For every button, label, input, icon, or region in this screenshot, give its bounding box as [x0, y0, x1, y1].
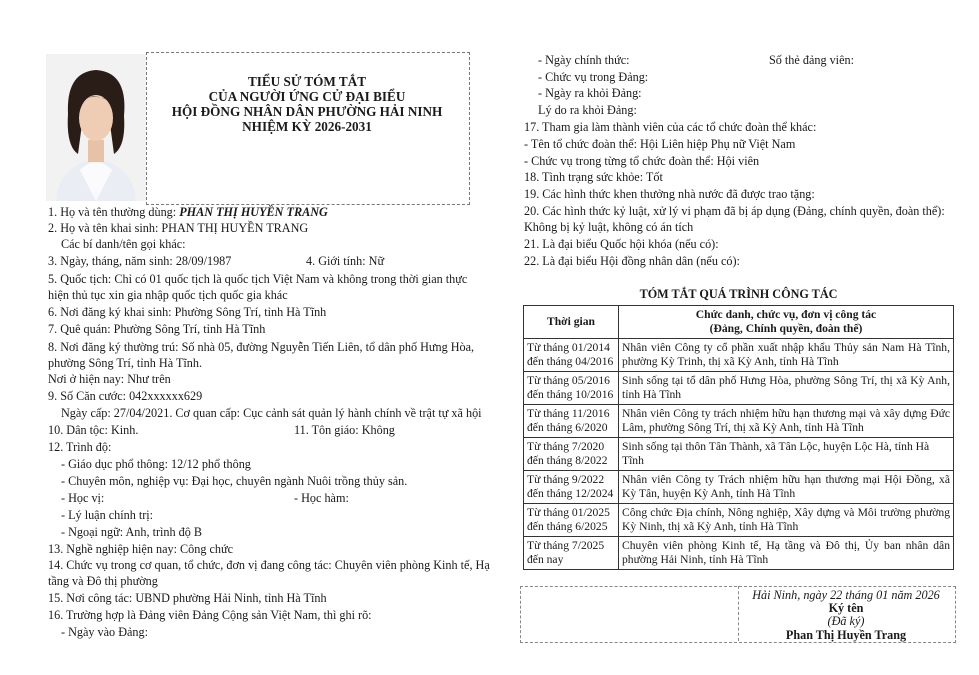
- field-occupation: 13. Nghề nghiệp hiện nay: Công chức: [48, 542, 233, 556]
- field-permanent-address: 8. Nơi đăng ký thường trú: Số nhà 05, đường Nguyễn Tiến Liên, tổ dân phố Hưng Hòa,: [48, 340, 475, 354]
- time-to: đến tháng 04/2016: [527, 355, 614, 368]
- col-time-header: Thời gian: [524, 306, 619, 339]
- field-alias: Các bí danh/tên gọi khác:: [61, 237, 186, 251]
- table-row: [524, 339, 954, 372]
- time-from: Từ tháng 05/2016: [527, 374, 610, 387]
- time-from: Từ tháng 01/2014: [527, 341, 610, 354]
- field-id-number: 9. Số Căn cước: 042xxxxxx629: [48, 389, 203, 403]
- table-row: [524, 372, 954, 405]
- position-cell: Nhân viên Công ty cổ phần xuất nhập khẩu Thủy sản Nam Hà Tĩnh, phường Kỳ Trinh, thị xã Kỳ Anh, tỉnh Hà Tĩnh: [619, 339, 954, 372]
- field-discipline: 20. Các hình thức kỷ luật, xử lý vi phạm đã bị áp dụng (Đảng, chính quyền, đoàn thể):: [524, 204, 945, 218]
- position-cell: Nhân viên Công ty trách nhiệm hữu hạn thương mại và xây dựng Đức Lâm, phường Sông Trí, thị xã Kỳ Anh, tỉnh Hà Tĩnh: [619, 405, 954, 438]
- field-party-leave-reason: Lý do ra khỏi Đảng:: [538, 103, 637, 117]
- field-degree: - Học vị:: [61, 491, 105, 505]
- table-row: [524, 438, 954, 471]
- field-party-card: Số thẻ đảng viên:: [769, 53, 854, 67]
- table-row: [524, 504, 954, 537]
- time-to: đến tháng 8/2022: [527, 454, 608, 467]
- field-national-assembly: 21. Là đại biểu Quốc hội khóa (nếu có):: [524, 237, 719, 251]
- time-from: Từ tháng 7/2020: [527, 440, 605, 453]
- position-cell: Nhân viên Công ty Trách nhiệm hữu hạn thương mại Hội Đồng, xã Kỳ Tân, huyện Kỳ Anh, tỉnh Hà Tĩnh: [619, 471, 954, 504]
- field-specialization: - Chuyên môn, nghiệp vụ: Đại học, chuyên ngành Nuôi trồng thủy sản.: [61, 474, 408, 488]
- field-dob: 3. Ngày, tháng, năm sinh: 28/09/1987: [48, 254, 232, 268]
- field-academic-title: - Học hàm:: [294, 491, 349, 505]
- doc-title-2: CỦA NGƯỜI ỨNG CỬ ĐẠI BIỂU: [208, 89, 406, 104]
- field-organization-role: - Chức vụ trong từng tổ chức đoàn thể: Hội viên: [524, 154, 760, 168]
- time-cell: [524, 537, 619, 570]
- field-label: 1. Họ và tên thường dùng:: [48, 205, 180, 219]
- position-cell: Sinh sống tại tổ dân phố Hưng Hòa, phường Sông Trí, thị xã Kỳ Anh, tỉnh Hà Tĩnh: [619, 372, 954, 405]
- field-gender: 4. Giới tính: Nữ: [306, 254, 385, 268]
- field-education: 12. Trình độ:: [48, 440, 112, 454]
- col-position-line2: (Đảng, Chính quyền, đoàn thể): [709, 322, 863, 335]
- signature-label: Ký tên: [828, 601, 864, 615]
- table-header-row: [524, 306, 954, 339]
- field-birth-name: 2. Họ và tên khai sinh: PHAN THỊ HUYỀN TRANG: [48, 221, 309, 235]
- field-party-position: - Chức vụ trong Đảng:: [538, 70, 649, 84]
- field-political-theory: - Lý luận chính trị:: [61, 508, 154, 522]
- table-row: [524, 471, 954, 504]
- field-ethnicity: 10. Dân tộc: Kinh.: [48, 423, 139, 437]
- time-cell: [524, 438, 619, 471]
- field-hometown: 7. Quê quán: Phường Sông Trí, tỉnh Hà Tĩnh: [48, 322, 266, 336]
- field-party-official-date: - Ngày chính thức:: [538, 53, 630, 67]
- time-from: Từ tháng 11/2016: [527, 407, 610, 420]
- field-current-address: Nơi ở hiện nay: Như trên: [48, 372, 171, 386]
- table-row: [524, 405, 954, 438]
- work-history-table: [523, 305, 954, 570]
- signer-name: Phan Thị Huyền Trang: [785, 628, 907, 642]
- field-permanent-address-cont: phường Sông Trí, tỉnh Hà Tĩnh.: [48, 356, 203, 370]
- field-religion: 11. Tôn giáo: Không: [294, 423, 395, 437]
- time-to: đến tháng 10/2016: [527, 388, 614, 401]
- time-to: đến tháng 6/2020: [527, 421, 608, 434]
- field-organizations: 17. Tham gia làm thành viên của các tổ chức đoàn thể khác:: [524, 120, 817, 134]
- field-foreign-language: - Ngoại ngữ: Anh, trình độ B: [61, 525, 203, 539]
- work-history-heading: TÓM TẮT QUÁ TRÌNH CÔNG TÁC: [639, 287, 838, 301]
- signature-note: (Đã ký): [827, 614, 865, 628]
- field-general-education: - Giáo dục phổ thông: 12/12 phổ thông: [61, 457, 251, 471]
- candidate-name: PHAN THỊ HUYỀN TRANG: [179, 205, 328, 219]
- col-position-line1: Chức danh, chức vụ, đơn vị công tác: [695, 308, 877, 321]
- table-row: [524, 537, 954, 570]
- doc-title-3: HỘI ĐỒNG NHÂN DÂN PHƯỜNG HẢI NINH: [171, 104, 443, 119]
- field-position: 14. Chức vụ trong cơ quan, tổ chức, đơn vị đang công tác: Chuyên viên phòng Kinh tế, Hạ: [48, 558, 490, 572]
- position-cell: Chuyên viên phòng Kinh tế, Hạ tầng và Đô thị, Ủy ban nhân dân phường Hải Ninh, tỉnh Hà Tĩnh: [619, 537, 954, 570]
- doc-title-1: TIỂU SỬ TÓM TẮT: [247, 74, 367, 89]
- field-party-leave-date: - Ngày ra khỏi Đảng:: [538, 86, 642, 100]
- time-cell: [524, 504, 619, 537]
- time-from: Từ tháng 9/2022: [527, 473, 605, 486]
- position-cell: Sinh sống tại thôn Tân Thành, xã Tân Lộc, huyện Lộc Hà, tỉnh Hà Tĩnh: [619, 438, 954, 471]
- time-cell: [524, 405, 619, 438]
- time-cell: [524, 339, 619, 372]
- time-to: đến tháng 12/2024: [527, 487, 614, 500]
- field-id-issue: Ngày cấp: 27/04/2021. Cơ quan cấp: Cục cảnh sát quản lý hành chính về trật tự xã hội: [61, 406, 482, 420]
- field-workplace: 15. Nơi công tác: UBND phường Hải Ninh, tỉnh Hà Tĩnh: [48, 591, 327, 605]
- time-to: đến tháng 6/2025: [527, 520, 608, 533]
- time-cell: [524, 471, 619, 504]
- field-nationality-cont: hiện thủ tục xin gia nhập quốc tịch quốc gia khác: [48, 288, 288, 302]
- field-party-member: 16. Trường hợp là Đảng viên Đảng Cộng sản Việt Nam, thì ghi rõ:: [48, 608, 372, 622]
- position-cell: Công chức Địa chính, Nông nghiệp, Xây dựng và Môi trường phường Kỳ Ninh, thị xã Kỳ Anh, tỉnh Hà Tĩnh: [619, 504, 954, 537]
- field-peoples-council: 22. Là đại biểu Hội đồng nhân dân (nếu có):: [524, 254, 740, 268]
- field-common-name: [48, 205, 328, 219]
- time-from: Từ tháng 01/2025: [527, 506, 610, 519]
- field-awards: 19. Các hình thức khen thưởng nhà nước đã được trao tặng:: [524, 187, 815, 201]
- field-nationality: 5. Quốc tịch: Chỉ có 01 quốc tịch là quốc tịch Việt Nam và không trong thời gian thực: [48, 272, 468, 286]
- time-to: đến nay: [527, 553, 564, 566]
- col-position-header: [619, 306, 954, 339]
- field-birth-registration: 6. Nơi đăng ký khai sinh: Phường Sông Trí, tỉnh Hà Tĩnh: [48, 305, 327, 319]
- field-party-join-date: - Ngày vào Đảng:: [61, 625, 148, 639]
- field-health: 18. Tình trạng sức khỏe: Tốt: [524, 170, 663, 184]
- field-position-cont: tầng và Đô thị phường: [48, 574, 158, 588]
- time-cell: [524, 372, 619, 405]
- field-organization-name: - Tên tổ chức đoàn thể: Hội Liên hiệp Phụ nữ Việt Nam: [524, 137, 796, 151]
- signature-place-date: Hải Ninh, ngày 22 tháng 01 năm 2026: [752, 588, 940, 602]
- field-discipline-value: Không bị kỷ luật, không có án tích: [524, 220, 694, 234]
- time-from: Từ tháng 7/2025: [527, 539, 605, 552]
- portrait-photo: [46, 54, 146, 201]
- doc-title-4: NHIỆM KỲ 2026-2031: [242, 119, 372, 134]
